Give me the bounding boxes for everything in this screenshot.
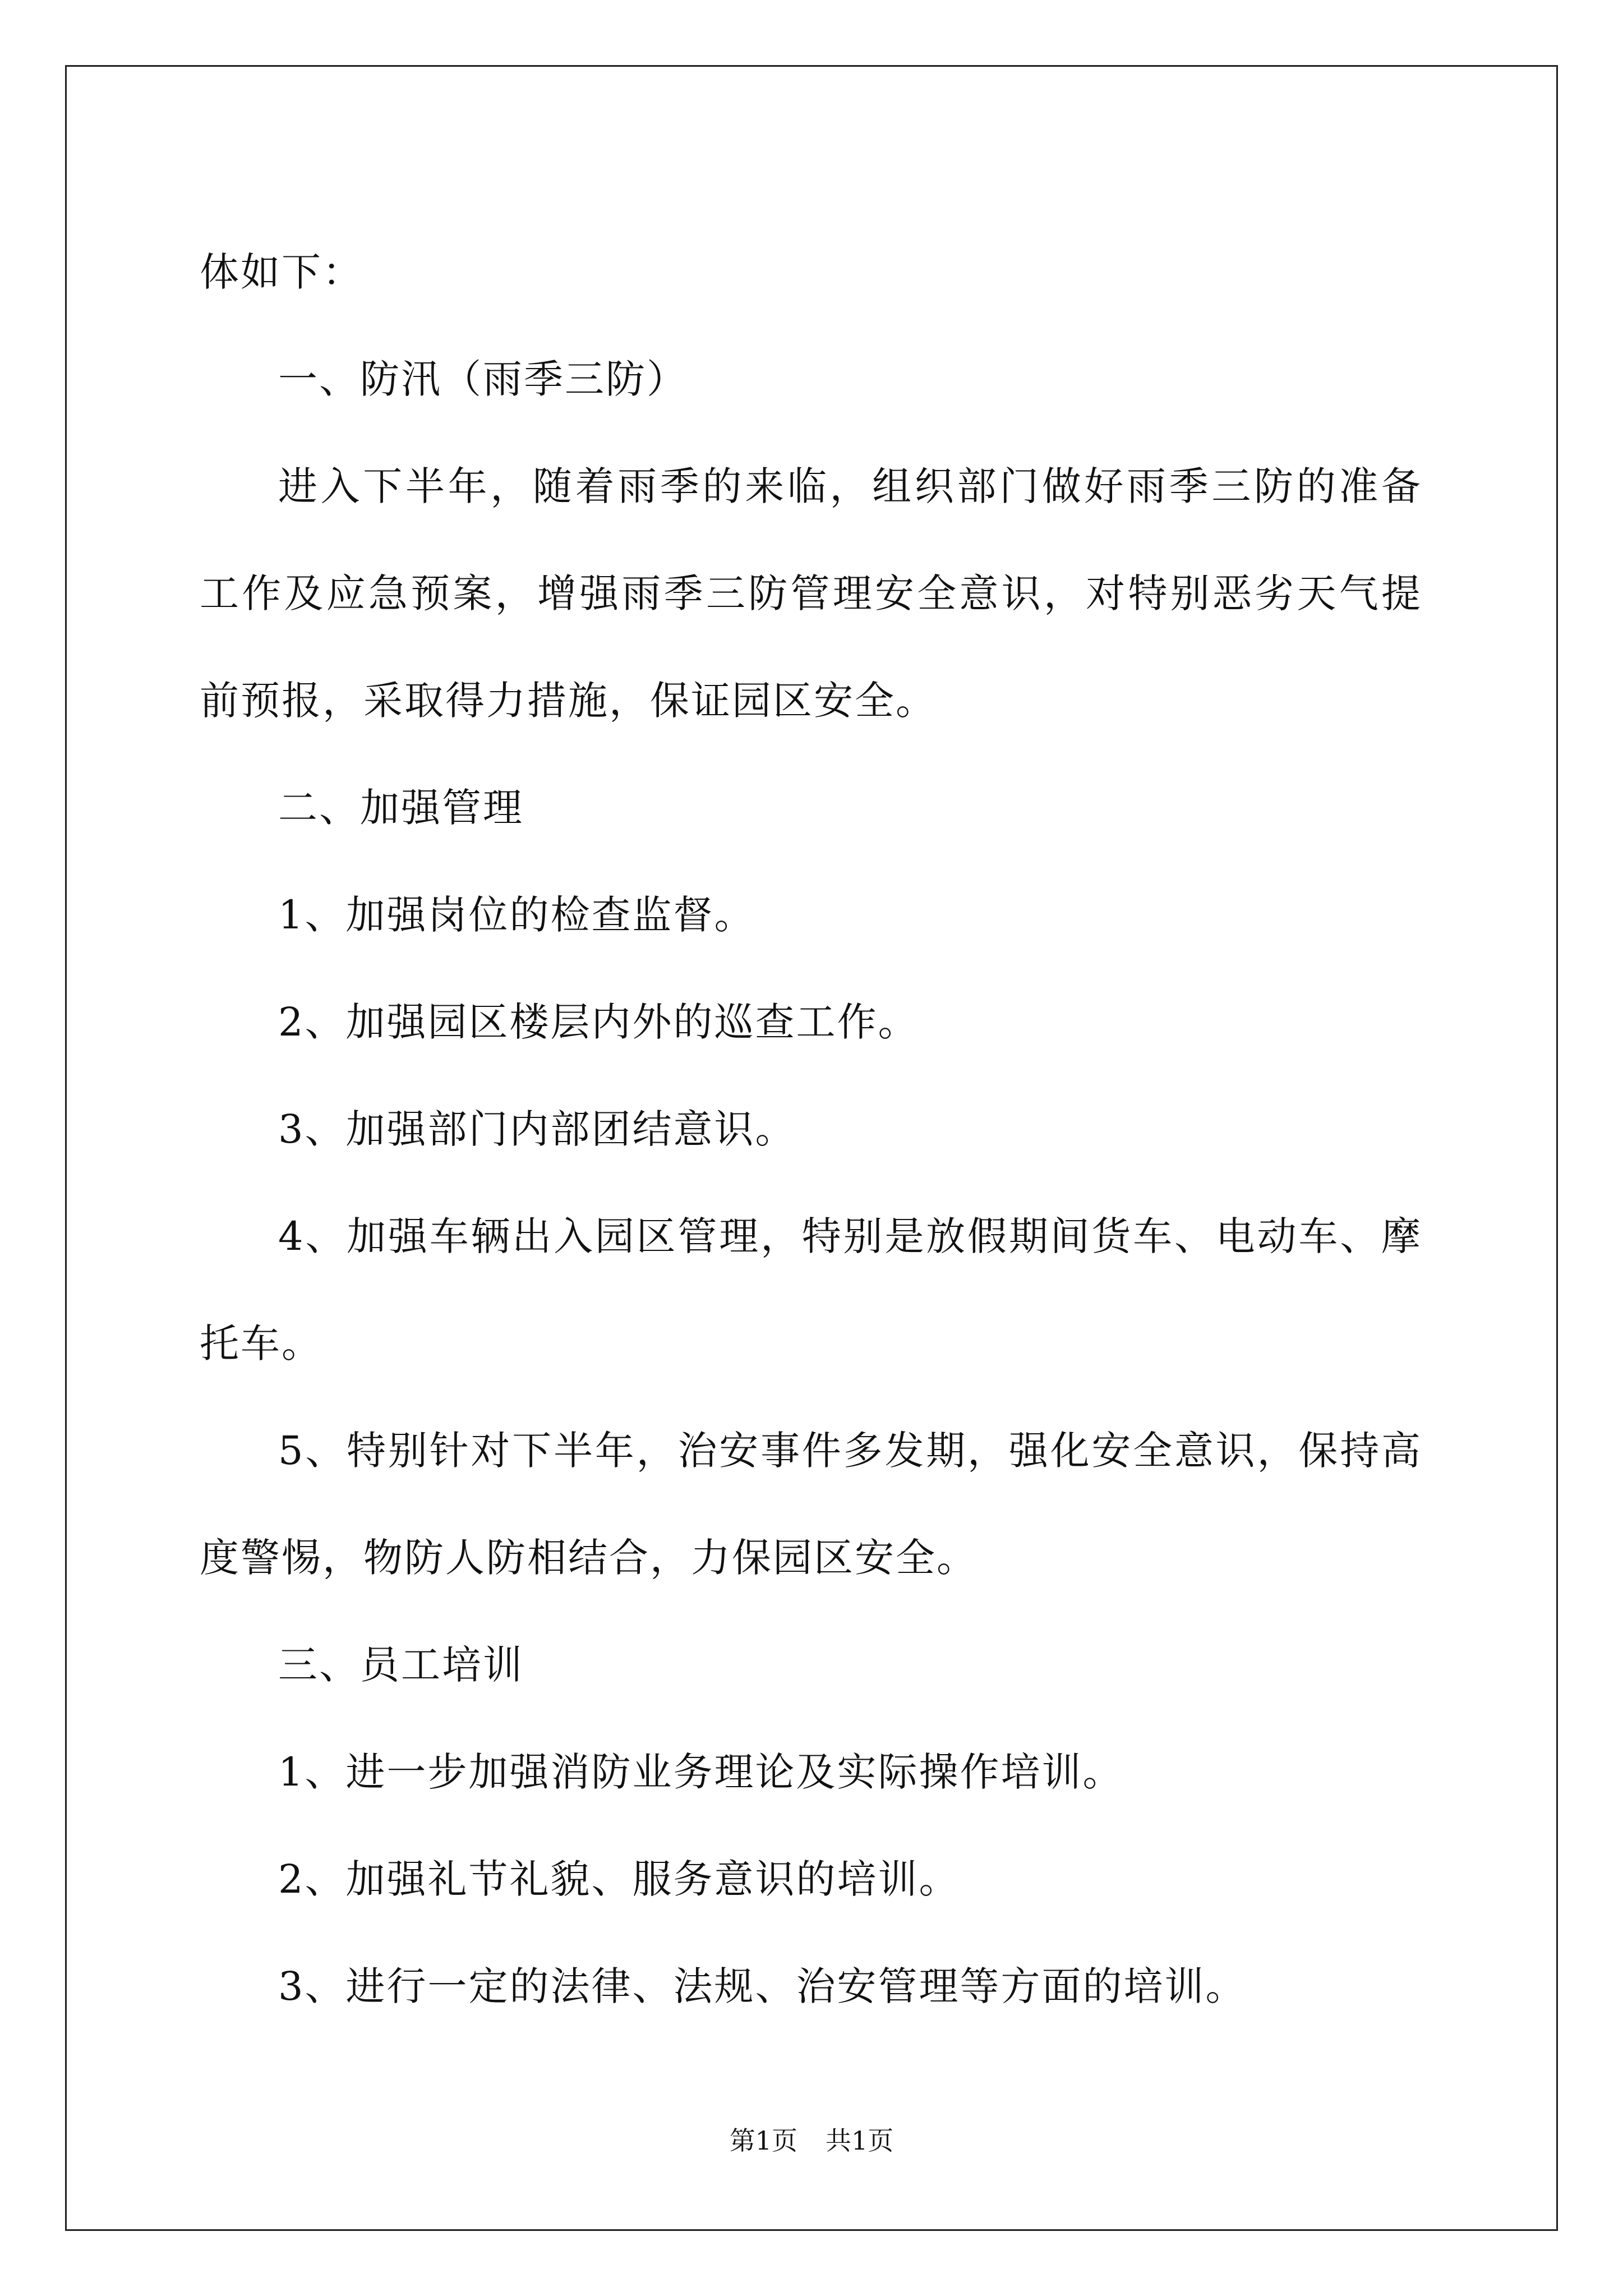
heading-strengthen-management: 二、加强管理 xyxy=(278,785,524,831)
document-body xyxy=(200,219,1422,2040)
list-item-management-2: 2、加强园区楼层内外的巡查工作。 xyxy=(278,999,919,1045)
list-item-management-1: 1、加强岗位的检查监督。 xyxy=(278,892,755,938)
paragraph-1: 体如下： xyxy=(200,249,363,295)
page-number-total: 共1页 xyxy=(826,2125,894,2156)
page-number-current: 第1页 xyxy=(729,2125,797,2156)
heading-flood-prevention: 一、防汛（雨季三防） xyxy=(278,356,688,402)
list-item-training-1: 1、进一步加强消防业务理论及实际操作培训。 xyxy=(278,1749,1124,1795)
paragraph-flood-prevention: 进入下半年，随着雨季的来临，组织部门做好雨季三防的准备工作及应急预案，增强雨季三防管理安全意识，对特别恶劣天气提前预报，采取得力措施，保证园区安全。 xyxy=(200,463,1422,724)
page-footer xyxy=(0,2120,1623,2157)
list-item-management-5: 5、特别针对下半年，治安事件多发期，强化安全意识，保持高度警惕，物防人防相结合，力保园区安全。 xyxy=(200,1428,1422,1581)
heading-staff-training: 三、员工培训 xyxy=(278,1642,524,1688)
list-item-management-4: 4、加强车辆出入园区管理，特别是放假期间货车、电动车、摩托车。 xyxy=(200,1213,1422,1366)
list-item-training-2: 2、加强礼节礼貌、服务意识的培训。 xyxy=(278,1856,960,1902)
list-item-management-3: 3、加强部门内部团结意识。 xyxy=(278,1106,796,1152)
list-item-training-3: 3、进行一定的法律、法规、治安管理等方面的培训。 xyxy=(278,1963,1247,2009)
